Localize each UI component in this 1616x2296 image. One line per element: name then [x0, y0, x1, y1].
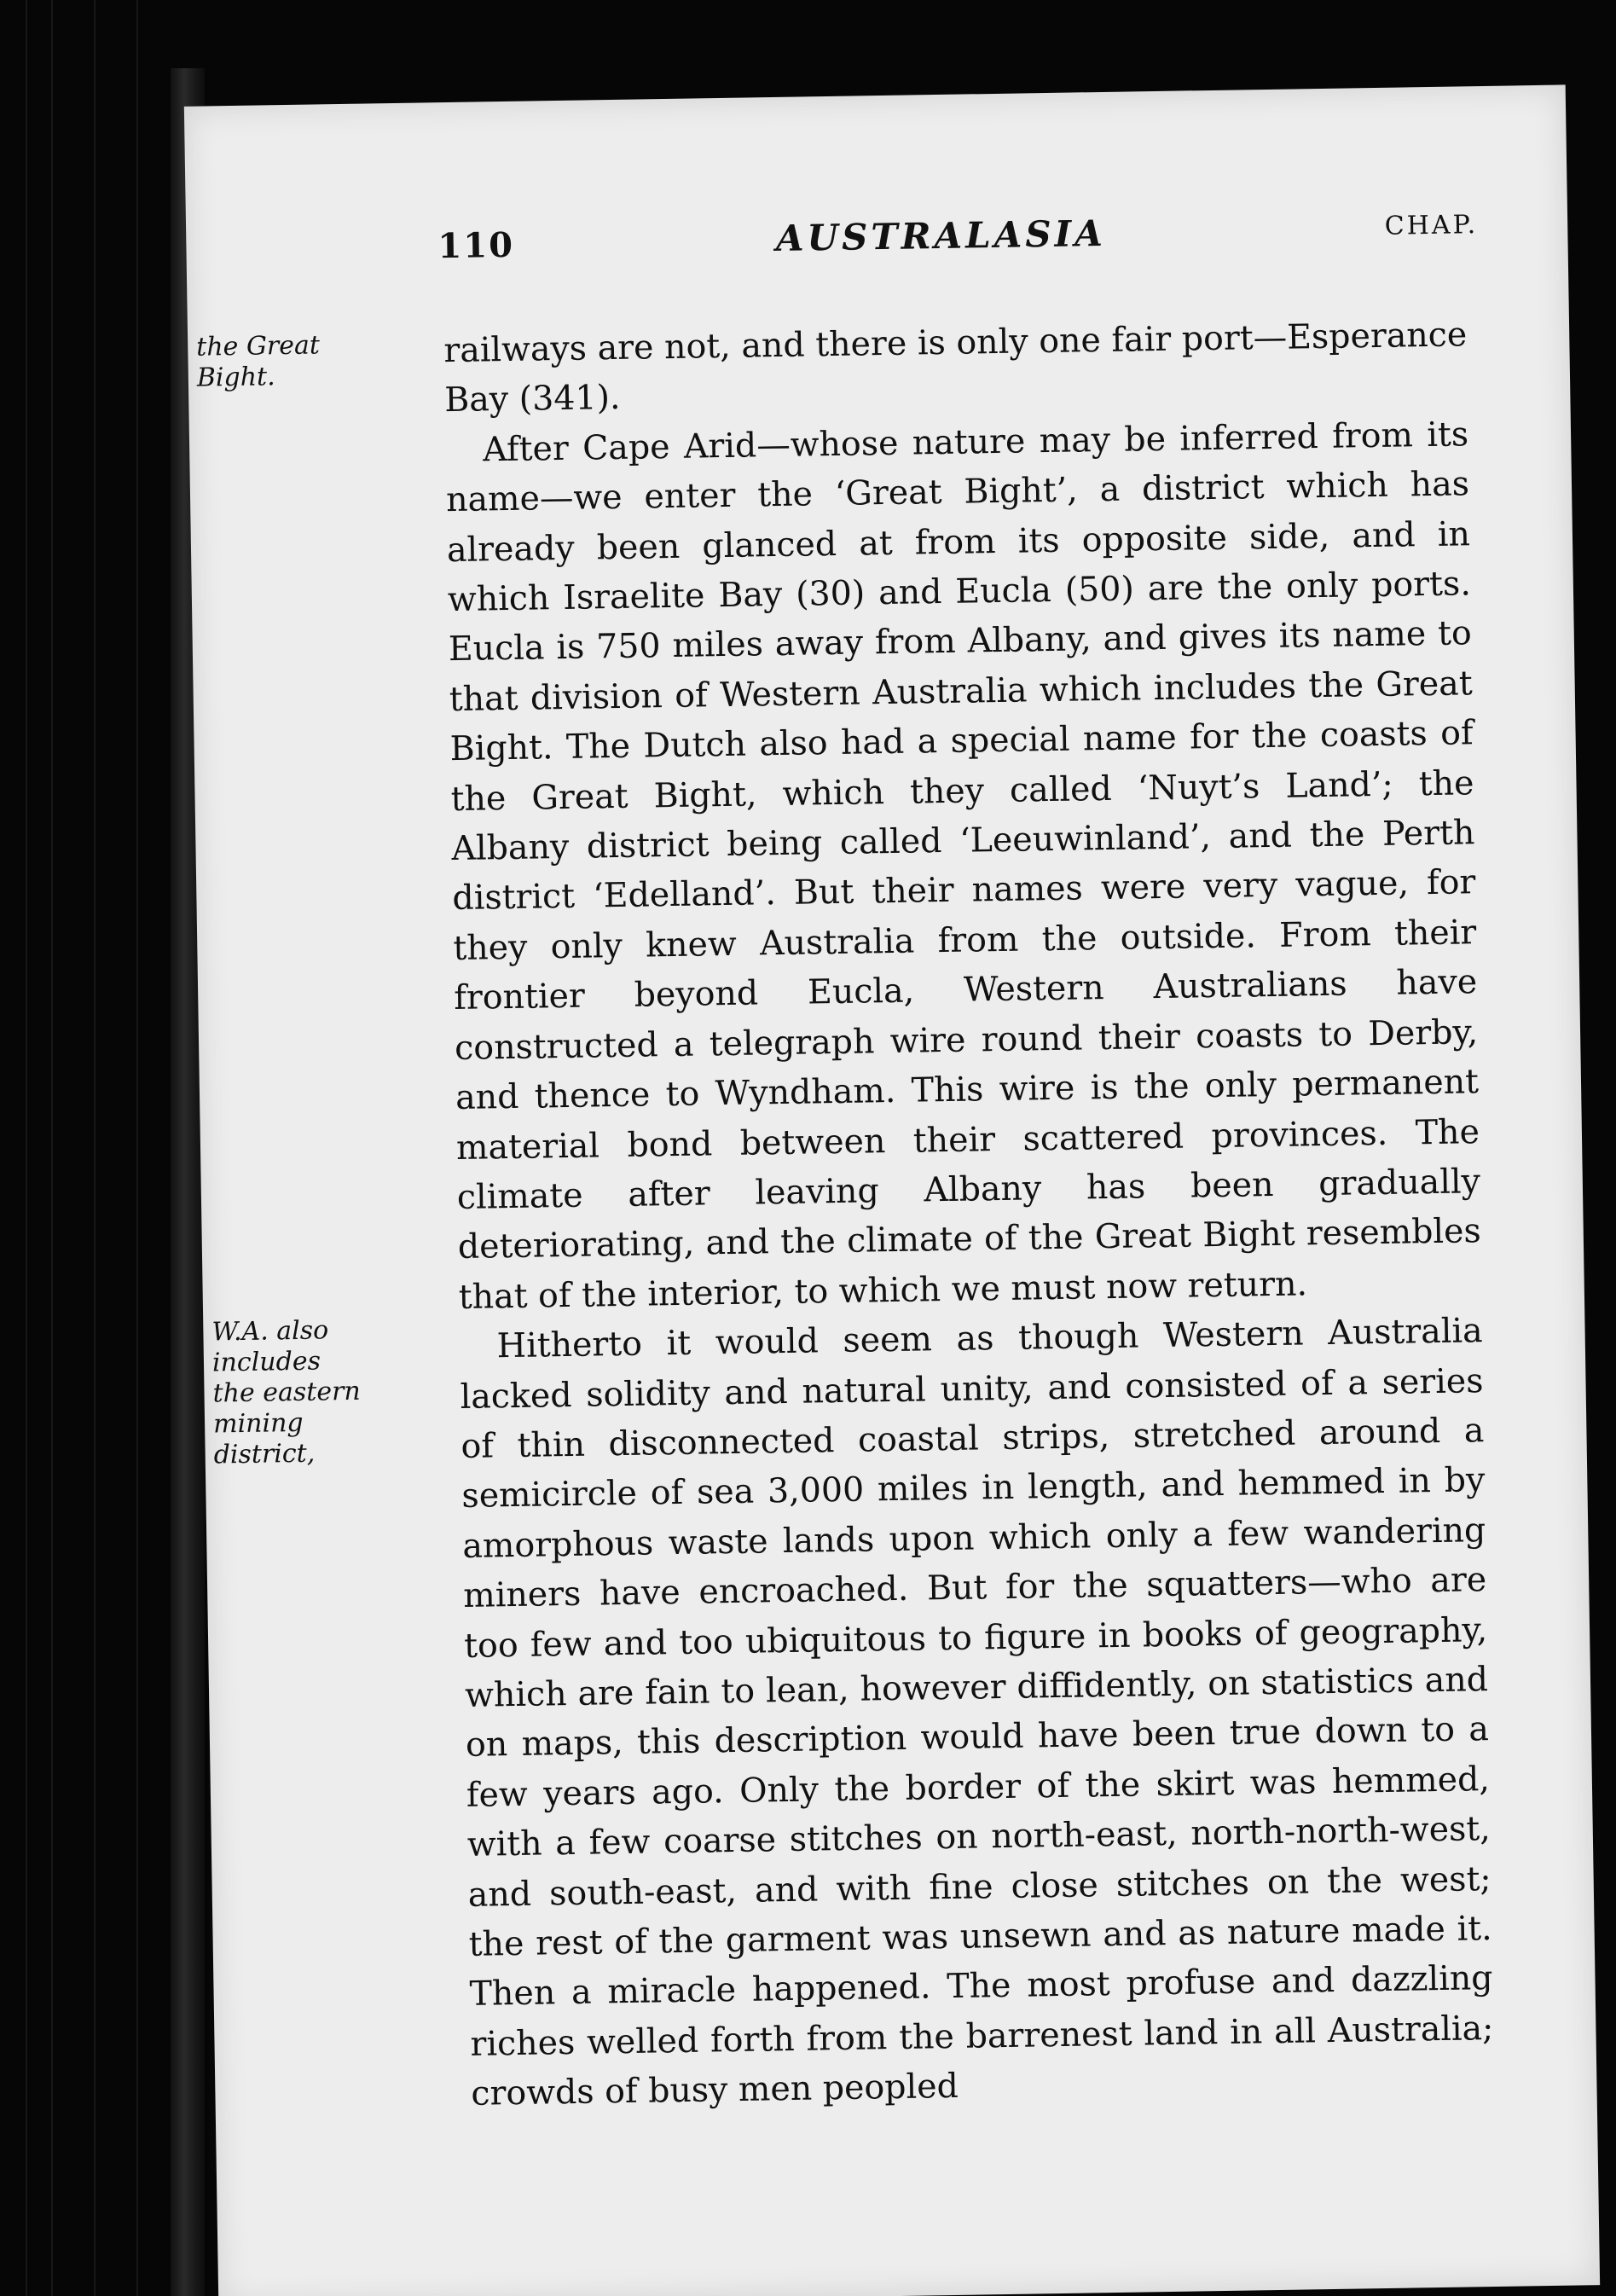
paragraph-continuation: railways are not, and there is only one fair port—Esperance Bay (341). — [443, 315, 1468, 420]
scan-streak — [26, 0, 27, 2296]
running-title: AUSTRALASIA — [775, 212, 1107, 259]
margin-note-mining-district: W.A. also includes the eastern mining district, — [211, 1315, 361, 1470]
paragraph-great-bight: After Cape Arid—whose nature may be inferred from its name—we enter the ‘Great Bight’, a district which has already been glanced at from its opposite side, and in which Israelite Bay (30) and Eucla (50) are the only ports. Eucla is 750 miles away from Albany, and gives its name to that division of Western Australia which includes the Great Bight. The Dutch also had a special name for the coasts of the Great Bight, which they called ‘Nuyt’s Land’; the Albany district being called ‘Leeuwinland’, and the Perth district ‘Edelland’. But their names were very vague, for they only knew Australia from the outside. From their frontier beyond Eucla, Western Australians have constructed a telegraph wire round their coasts to Derby, and thence to Wyndham. This wire is the only permanent material bond between their scattered provinces. The climate after leaving Albany has been gradually deteriorating, and the climate of the Great Bight resembles that of the interior, to which we must now return. — [445, 415, 1482, 1317]
margin-note-great-bight: the Great Bight. — [195, 330, 321, 393]
body-text — [443, 310, 1495, 2119]
scan-streak — [51, 0, 53, 2296]
book-page — [184, 84, 1600, 2296]
scan-streak — [136, 0, 138, 2296]
paragraph-western-australia: Hitherto it would seem as though Western Australia lacked solidity and natural unity, and consisted of a series of thin disconnected coastal strips, stretched around a semicircle of sea 3,000 miles in length, and hemmed in by amorphous waste lands upon which only a few wandering miners have encroached. But for the squatters—who are too few and too ubiquitous to figure in books of geography, which are fain to lean, however diffidently, on statistics and on maps, this description would have been true down to a few years ago. Only the border of the skirt was hemmed, with a few coarse stitches on north-east, north-north-west, and south-east, and with fine close stitches on the west; the rest of the garment was unsewn and as nature made it. Then a miracle happened. The most profuse and dazzling riches welled forth from the barrenest land in all Australia; crowds of busy men peopled — [460, 1311, 1494, 2114]
chapter-label: CHAP. — [1384, 210, 1479, 241]
page-number: 110 — [437, 224, 515, 267]
page-header — [437, 210, 1479, 277]
scan-streak — [94, 0, 96, 2296]
